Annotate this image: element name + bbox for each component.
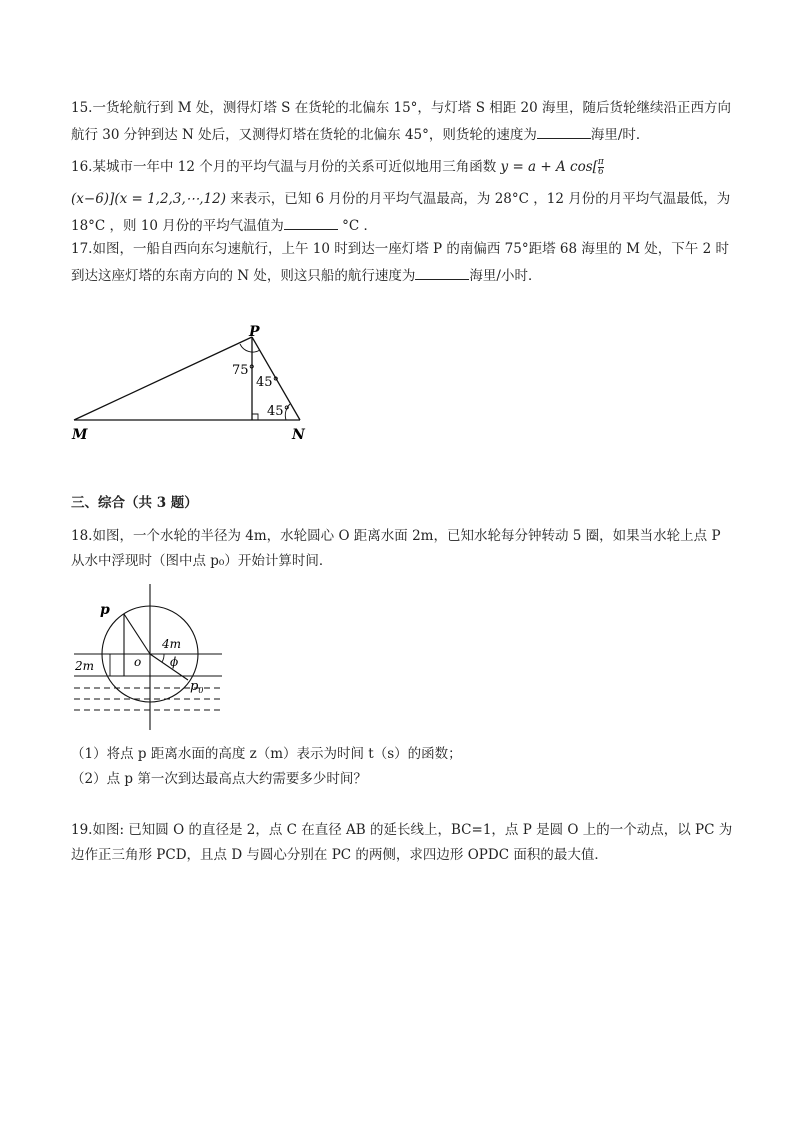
section-3-title: 三、综合（共 3 题） [71,495,198,511]
q17-figure [60,322,320,452]
q17-answer-blank [415,265,469,280]
q17-line2 [71,265,541,285]
q17-line2-text: 到达这座灯塔的东南方向的 N 处，则这只船的航行速度为 [71,268,416,284]
q18-line1: 18.如图，一个水轮的半径为 4m，水轮圆心 O 距离水面 2m，已知水轮每分钟转动 5 圈，如果当水轮上点 P [71,528,721,544]
q15-line2-unit: 海里/时． [590,127,650,143]
q18-sub2: （2）点 p 第一次到达最高点大约需要多少时间？ [71,771,367,787]
q19-line2: 边作正三角形 PCD，且点 D 与圆心分别在 PC 的两侧，求四边形 OPDC 面积的最大值． [71,847,608,863]
label-p: P [249,324,260,340]
q15-line2-text: 航行 30 分钟到达 N 处后，又测得灯塔在货轮的北偏东 45°，则货轮的速度为 [71,127,537,143]
label-angle-45-top: 45° [256,375,280,390]
label-p0-sub: 0 [198,686,204,695]
q16-line2 [71,190,730,208]
label-o: o [134,655,142,669]
label-p: p [100,602,110,618]
q15-answer-blank [537,124,591,139]
label-angle-75: 75° [232,363,256,378]
label-2m: 2m [75,659,95,673]
q16-domain: (x−6)](x = 1,2,3,⋯,12) [71,191,226,207]
q16-line2-text: 来表示，已知 6 月份的月平均气温最高，为 28°C ，12 月份的月平均气温最低，为 [225,191,731,207]
label-4m: 4m [162,637,182,651]
radius-op [124,614,150,654]
q16-frac-den: 6 [598,167,604,177]
q17-line2-unit: 海里/小时． [469,268,542,284]
label-phi: ϕ [170,655,179,669]
label-m: M [72,427,88,443]
q16-fraction [598,158,604,177]
q15-line1: 15.一货轮航行到 M 处，测得灯塔 S 在货轮的北偏东 15°，与灯塔 S 相距 20 海里，随后货轮继续沿正西方向 [71,100,732,116]
q18-figure [70,580,230,735]
label-n: N [292,427,305,443]
q16-formula: y = a + A cos[ [500,159,598,175]
q16-line3 [71,215,377,235]
angle-phi-arc [162,654,164,662]
label-p0-main: p [190,679,199,694]
q16-line3-text: 18°C ，则 10 月份的平均气温值为 [71,218,284,234]
q16-line1 [71,158,604,177]
q18-sub1: （1）将点 p 距离水面的高度 z（m）表示为时间 t（s）的函数； [71,746,462,762]
q19-line1: 19.如图: 已知圆 O 的直径是 2，点 C 在直径 AB 的延长线上，BC=1，点 P 是圆 O 上的一个动点，以 PC 为 [71,822,733,838]
q16-line3-unit: °C ． [337,218,377,234]
q15-line2 [71,124,649,144]
segment-mp [74,337,252,420]
right-angle-mark [252,414,258,420]
label-p0 [190,679,203,695]
q18-line2: 从水中浮现时（图中点 p₀）开始计算时间． [71,553,333,569]
q16-line1-text: 16.某城市一年中 12 个月的平均气温与月份的关系可近似地用三角函数 [71,159,497,175]
q16-answer-blank [284,215,338,230]
q17-line1: 17.如图，一船自西向东匀速航行，上午 10 时到达一座灯塔 P 的南偏西 75°距塔 68 海里的 M 处，下午 2 时 [71,241,729,257]
label-angle-45-bottom: 45° [267,404,291,419]
q16-frac-num: π [597,157,604,167]
